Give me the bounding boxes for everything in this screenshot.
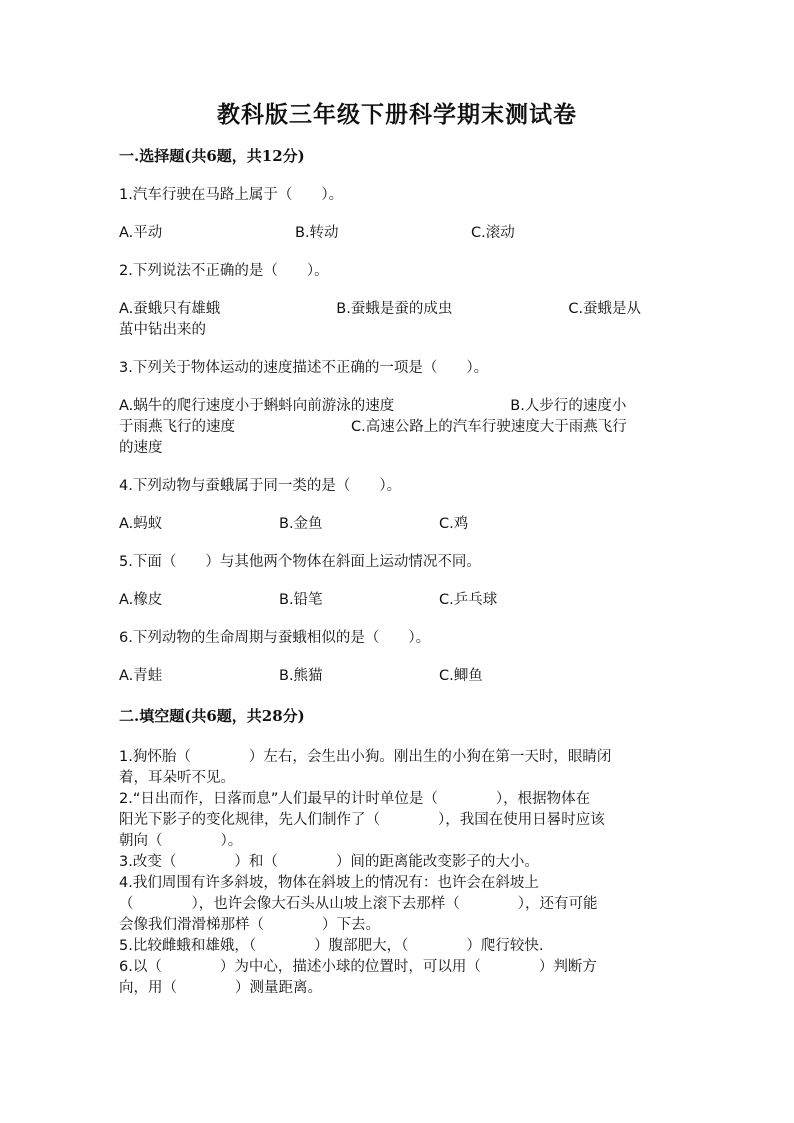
question-stem: 5.下面（ ）与其他两个物体在斜面上运动情况不同。 xyxy=(119,554,481,570)
question-options-line: A.蜗牛的爬行速度小于蝌蚪向前游泳的速度 B.人步行的速度小 xyxy=(119,398,627,414)
section-heading-choice: 一.选择题(共6题，共12分) xyxy=(119,147,305,165)
question-stem: 2.下列说法不正确的是（ ）。 xyxy=(119,263,329,279)
question-stem: 1.汽车行驶在马路上属于（ ）。 xyxy=(119,187,344,203)
fill-line: 朝向（ ）。 xyxy=(119,833,243,849)
fill-line: 阳光下影子的变化规律，先人们制作了（ ），我国在使用日晷时应该 xyxy=(119,812,605,828)
question-options-line: 于雨燕飞行的速度 C.高速公路上的汽车行驶速度大于雨燕飞行 xyxy=(119,419,627,435)
question-options xyxy=(119,666,679,687)
question-stem: 6.下列动物的生命周期与蚕蛾相似的是（ ）。 xyxy=(119,630,431,646)
option-b: B.转动 xyxy=(295,225,339,241)
section-heading-fill: 二.填空题(共6题，共28分) xyxy=(119,707,305,725)
fill-line: 6.以（ ）为中心，描述小球的位置时，可以用（ ）判断方 xyxy=(119,959,597,975)
page-title: 教科版三年级下册科学期末测试卷 xyxy=(217,101,577,128)
question-options-line: 茧中钻出来的 xyxy=(119,322,206,338)
option-a: A.蚂蚁 xyxy=(119,516,163,532)
fill-line: 3.改变（ ）和（ ）间的距离能改变影子的大小。 xyxy=(119,854,539,870)
fill-line: 2.“日出而作，日落而息”人们最早的计时单位是（ ），根据物体在 xyxy=(119,791,591,807)
question-options xyxy=(119,514,679,535)
option-a: A.橡皮 xyxy=(119,592,163,608)
option-c: C.乒乓球 xyxy=(439,592,498,608)
fill-in-block xyxy=(119,747,679,999)
option-a: A.青蛙 xyxy=(119,668,163,684)
fill-line: 会像我们滑滑梯那样（ ）下去。 xyxy=(119,917,380,933)
exam-content xyxy=(119,146,679,999)
option-b: B.熊猫 xyxy=(279,668,323,684)
option-b: B.金鱼 xyxy=(279,516,323,532)
fill-line: 4.我们周围有许多斜坡，物体在斜坡上的情况有：也许会在斜坡上 xyxy=(119,875,539,891)
fill-line: 1.狗怀胎（ ）左右，会生出小狗。刚出生的小狗在第一天时，眼睛闭 xyxy=(119,749,612,765)
question-options xyxy=(119,590,679,611)
option-a: A.平动 xyxy=(119,225,163,241)
option-c: C.滚动 xyxy=(471,225,515,241)
option-b: B.铅笔 xyxy=(279,592,323,608)
fill-line: （ ），也许会像大石头从山坡上滚下去那样（ ），还有可能 xyxy=(119,896,598,912)
question-options-line: 的速度 xyxy=(119,440,163,456)
fill-line: 向，用（ ）测量距离。 xyxy=(119,980,322,996)
question-options xyxy=(119,223,679,244)
option-c: C.鲫鱼 xyxy=(439,668,483,684)
fill-line: 5.比较雌蛾和雄娥，（ ）腹部肥大，（ ）爬行较快. xyxy=(119,938,544,954)
question-options-line: A.蚕蛾只有雄蛾 B.蚕蛾是蚕的成虫 C.蚕蛾是从 xyxy=(119,301,642,317)
question-stem: 4.下列动物与蚕蛾属于同一类的是（ ）。 xyxy=(119,478,402,494)
question-stem: 3.下列关于物体运动的速度描述不正确的一项是（ ）。 xyxy=(119,360,489,376)
option-c: C.鸡 xyxy=(439,516,469,532)
fill-line: 着，耳朵听不见。 xyxy=(119,770,235,786)
